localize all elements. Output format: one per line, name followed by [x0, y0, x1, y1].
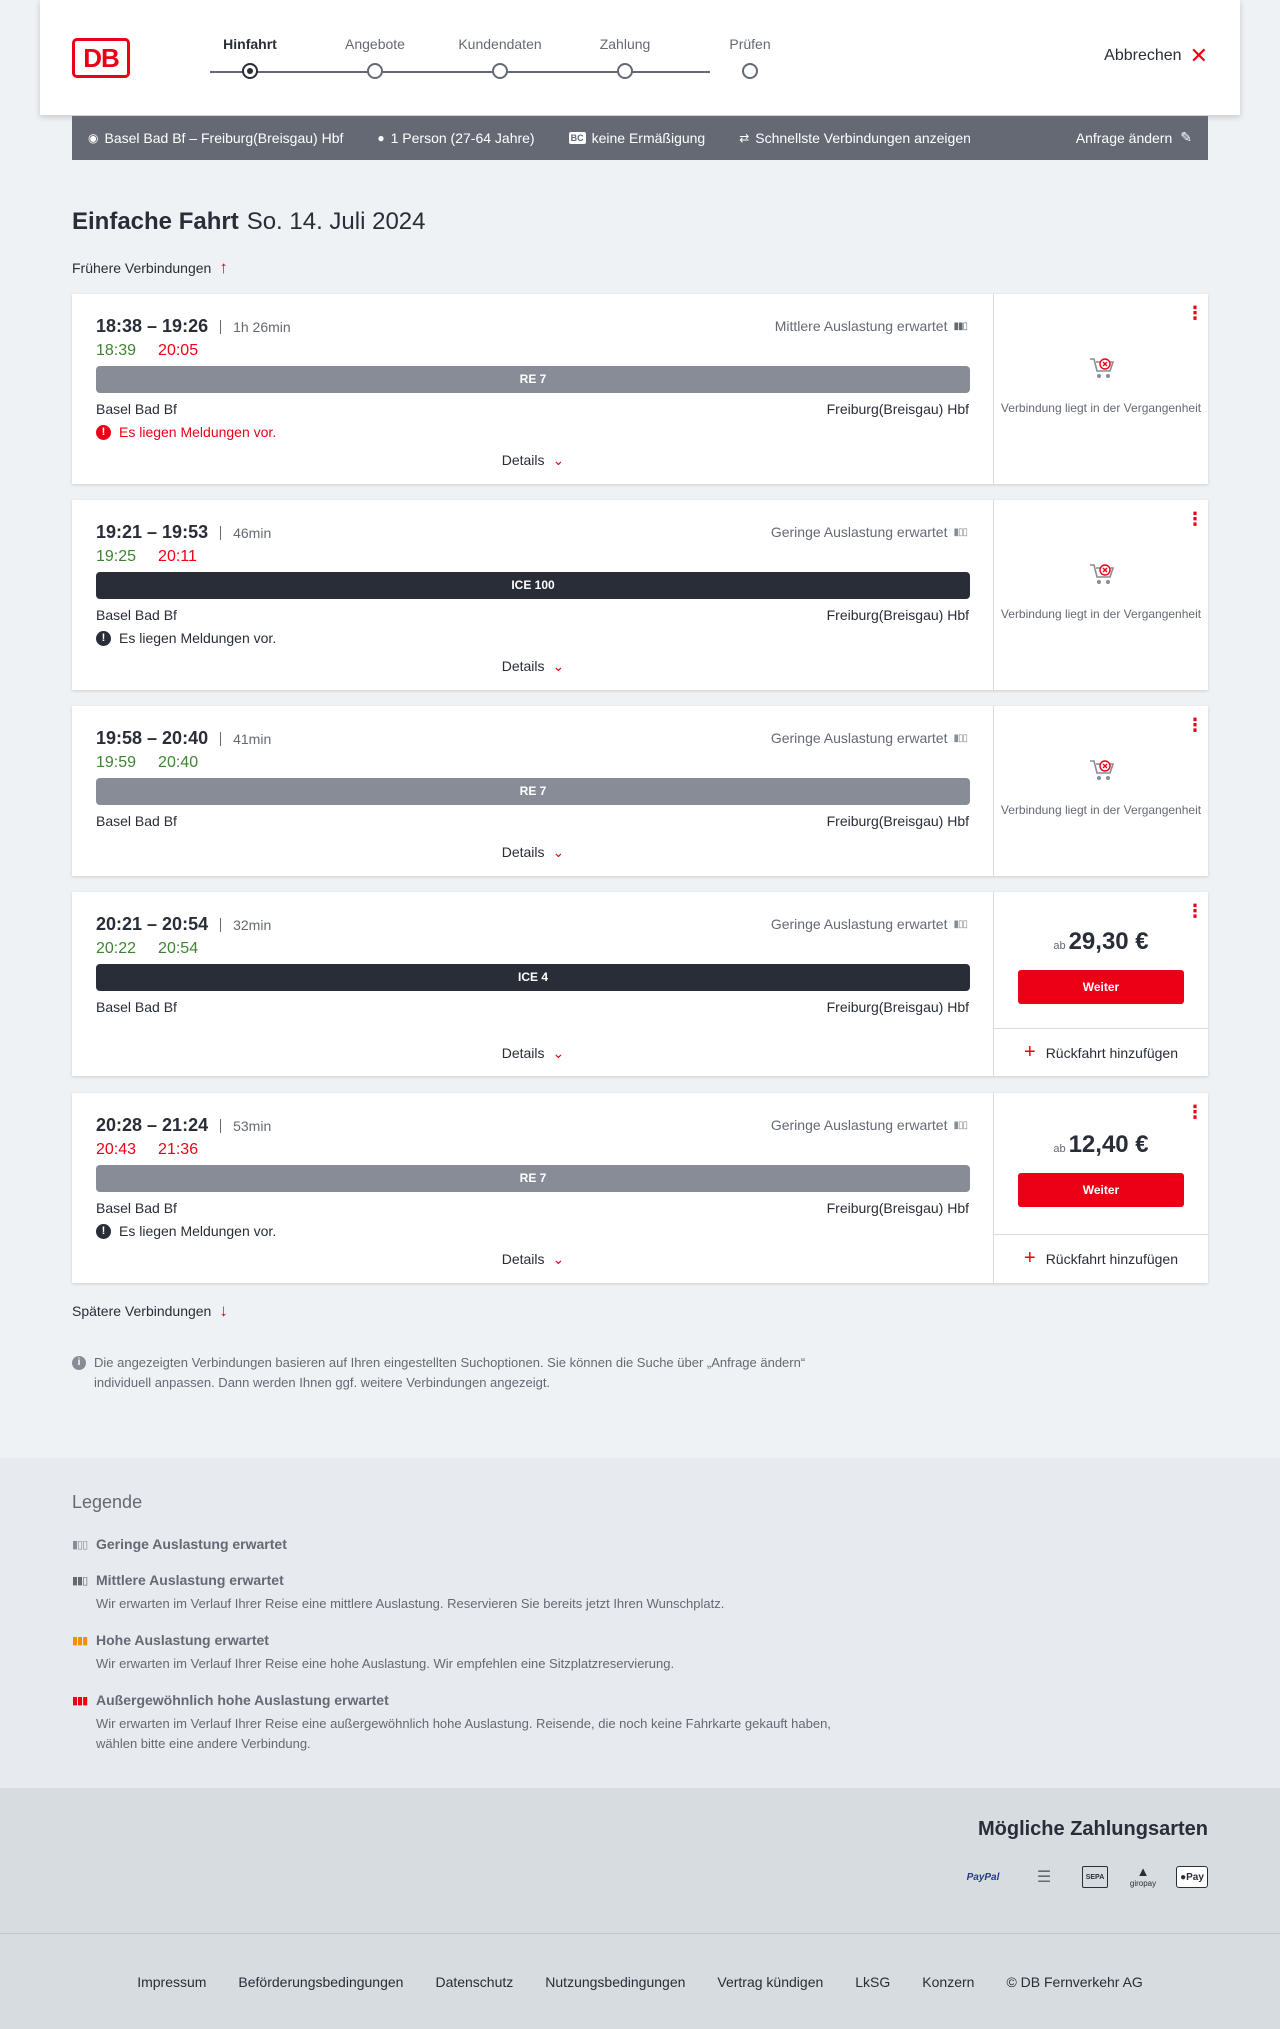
details-toggle[interactable]: [72, 1251, 994, 1268]
route-summary: [88, 130, 343, 146]
cart-unavailable-icon: [1088, 562, 1116, 586]
page-title: [72, 208, 426, 236]
more-options-icon[interactable]: ⋮: [1186, 303, 1204, 323]
applepay-label: Pay: [1186, 1871, 1204, 1883]
realtime-departure: 20:22: [96, 940, 137, 957]
plus-icon: +: [1024, 1247, 1036, 1269]
exceptional-load-icon: ▮▮▮: [72, 1695, 88, 1707]
load-text: Geringe Auslastung erwartet: [770, 524, 948, 540]
fastest-text: Schnellste Verbindungen anzeigen: [755, 130, 971, 146]
cancel-label: Abbrechen: [1104, 47, 1182, 64]
giropay-label: giropay: [1129, 1879, 1157, 1888]
sepa-logo: SEPA: [1082, 1866, 1108, 1888]
legend-item-title: Außergewöhnlich hohe Auslastung erwartet: [96, 1692, 389, 1708]
earlier-label: Frühere Verbindungen: [72, 260, 212, 276]
connection-side: [994, 294, 1208, 484]
paypal-logo: PayPal: [966, 1871, 1000, 1883]
times-text: 19:21 – 19:53: [96, 522, 209, 542]
more-options-icon[interactable]: ⋮: [1186, 1102, 1204, 1122]
legend-item-title: Mittlere Auslastung erwartet: [96, 1572, 284, 1588]
db-logo[interactable]: DB: [72, 38, 130, 78]
arrow-down-icon: ↓: [219, 1301, 228, 1320]
low-load-icon: ▮▯▯: [953, 526, 967, 538]
realtime-departure: 18:39: [96, 342, 137, 359]
duration: 41min: [220, 732, 271, 746]
details-label: Details: [501, 1251, 545, 1267]
origin-station: Basel Bad Bf: [96, 607, 177, 623]
times-text: 18:38 – 19:26: [96, 316, 209, 336]
medium-load-icon: ▮▮▯: [953, 320, 967, 332]
connection-main: [72, 1093, 994, 1283]
connection-side: [994, 892, 1208, 1076]
search-summary-bar: [72, 116, 1208, 160]
legend-item-high: [72, 1632, 872, 1674]
footer-link-befoerderungsbedingungen[interactable]: Beförderungsbedingungen: [238, 1973, 404, 1990]
details-label: Details: [501, 1045, 545, 1061]
discount-text: keine Ermäßigung: [591, 130, 706, 146]
duration: 1h 26min: [220, 320, 291, 334]
realtime: [96, 342, 198, 360]
giropay-mark-icon: ▲: [1136, 1864, 1150, 1879]
destination-station: Freiburg(Breisgau) Hbf: [826, 813, 969, 829]
past-connection-text: Verbindung liegt in der Vergangenheit: [1000, 401, 1202, 415]
realtime: [96, 940, 198, 958]
earlier-connections-link[interactable]: [72, 258, 228, 278]
realtime: [96, 754, 198, 772]
title-date: So. 14. Juli 2024: [246, 208, 426, 235]
legend-section: [0, 1458, 1280, 1788]
continue-button[interactable]: Weiter: [1018, 1173, 1184, 1207]
more-options-icon[interactable]: ⋮: [1186, 901, 1204, 921]
search-info-note: [72, 1353, 852, 1393]
connection-card-1[interactable]: [72, 294, 1208, 484]
times-text: 19:58 – 20:40: [96, 728, 209, 748]
step-label: Prüfen: [729, 36, 771, 52]
connection-side: [994, 706, 1208, 876]
details-toggle[interactable]: [72, 452, 994, 469]
high-load-icon: ▮▮▮: [72, 1635, 88, 1647]
times-text: 20:28 – 21:24: [96, 1115, 209, 1135]
legend-item-title: Geringe Auslastung erwartet: [96, 1536, 287, 1552]
step-dot: [242, 63, 258, 79]
footer-link-vertrag-kuendigen[interactable]: Vertrag kündigen: [717, 1973, 824, 1990]
cart-unavailable-icon: [1088, 758, 1116, 782]
message-notice: [96, 1223, 276, 1239]
legend-item-low: [72, 1536, 872, 1552]
connection-side: [994, 500, 1208, 690]
connection-card-5[interactable]: [72, 1093, 1208, 1283]
step-angebote: [310, 36, 440, 52]
message-notice: [96, 630, 276, 646]
load-text: Geringe Auslastung erwartet: [770, 916, 948, 932]
top-header: [40, 0, 1240, 115]
load-indicator: [771, 730, 967, 746]
times-text: 20:21 – 20:54: [96, 914, 209, 934]
later-connections-link[interactable]: [72, 1301, 228, 1321]
later-label: Spätere Verbindungen: [72, 1303, 212, 1319]
step-dot: [367, 63, 383, 79]
connection-main: [72, 500, 994, 690]
step-label: Zahlung: [599, 36, 651, 52]
fastest-summary: [739, 130, 971, 146]
step-dot: [492, 63, 508, 79]
discount-summary: [569, 130, 706, 146]
low-load-icon: ▮▯▯: [953, 918, 967, 930]
medium-load-icon: ▮▮▯: [72, 1575, 88, 1587]
step-zahlung: [560, 36, 690, 52]
payment-section: [0, 1788, 1280, 1933]
legend-item-text: Wir erwarten im Verlauf Ihrer Reise eine hohe Auslastung. Wir empfehlen eine Sitzplatzreservierung.: [96, 1656, 675, 1671]
close-icon: ✕: [1189, 43, 1208, 68]
realtime-arrival: 20:11: [158, 548, 197, 565]
more-options-icon[interactable]: ⋮: [1186, 509, 1204, 529]
load-indicator: [771, 524, 967, 540]
message-notice: [96, 424, 276, 440]
realtime-arrival: 21:36: [158, 1141, 199, 1158]
train-bar[interactable]: RE 7: [96, 366, 970, 393]
past-connection-text: Verbindung liegt in der Vergangenheit: [1000, 607, 1202, 621]
origin-station: Basel Bad Bf: [96, 401, 177, 417]
past-connection-text: Verbindung liegt in der Vergangenheit: [1000, 803, 1202, 817]
price-value: 12,40 €: [1068, 1131, 1149, 1158]
footer-link-konzern[interactable]: Konzern: [922, 1973, 975, 1990]
message-text: Es liegen Meldungen vor.: [119, 424, 277, 440]
price: [994, 1131, 1208, 1159]
duration: 46min: [220, 526, 271, 540]
footer-link-datenschutz[interactable]: Datenschutz: [435, 1973, 514, 1990]
connection-card-3[interactable]: [72, 706, 1208, 876]
add-return-button[interactable]: [994, 1234, 1208, 1282]
more-options-icon[interactable]: ⋮: [1186, 715, 1204, 735]
load-indicator: [771, 916, 967, 932]
footer: [0, 1933, 1280, 2029]
connection-times: [96, 914, 271, 935]
return-label: Rückfahrt hinzufügen: [1045, 1250, 1178, 1267]
train-bar[interactable]: ICE 100: [96, 572, 970, 599]
realtime-departure: 19:25: [96, 548, 137, 565]
persons-text: 1 Person (27-64 Jahre): [390, 130, 535, 146]
legend-title: Legende: [72, 1492, 143, 1512]
footer-link-nutzungsbedingungen[interactable]: Nutzungsbedingungen: [545, 1973, 686, 1990]
connection-main: [72, 294, 994, 484]
alert-icon: !: [96, 1224, 111, 1239]
chevron-down-icon: ⌄: [552, 1251, 565, 1267]
duration: 53min: [220, 1119, 271, 1133]
low-load-icon: ▮▯▯: [953, 732, 967, 744]
step-dot: [742, 63, 758, 79]
load-text: Geringe Auslastung erwartet: [770, 730, 948, 746]
pencil-icon: ✎: [1180, 129, 1192, 145]
cart-unavailable-icon: [1088, 356, 1116, 380]
return-label: Rückfahrt hinzufügen: [1045, 1044, 1178, 1061]
details-label: Details: [501, 658, 545, 674]
note-text: Die angezeigten Verbindungen basieren auf Ihren eingestellten Suchoptionen. Sie können die Suche über „Anfrage ändern“ individuell anpassen. Dann werden Ihnen ggf. weitere Verbindungen angezeigt.: [94, 1355, 806, 1390]
load-text: Mittlere Auslastung erwartet: [774, 318, 948, 334]
connection-main: [72, 892, 994, 1076]
destination-station: Freiburg(Breisgau) Hbf: [826, 607, 969, 623]
chevron-down-icon: ⌄: [552, 1045, 565, 1061]
info-icon: i: [72, 1356, 86, 1370]
connection-card-2[interactable]: [72, 500, 1208, 690]
step-label: Kundendaten: [458, 36, 542, 52]
realtime-departure: 20:43: [96, 1141, 137, 1158]
alert-icon: !: [96, 425, 111, 440]
continue-button[interactable]: Weiter: [1018, 970, 1184, 1004]
connection-side: [994, 1093, 1208, 1283]
price-prefix: ab: [1053, 940, 1066, 952]
price-value: 29,30 €: [1068, 928, 1149, 955]
footer-link-impressum[interactable]: Impressum: [137, 1973, 207, 1990]
cancel-button[interactable]: [1104, 43, 1208, 68]
connection-main: [72, 706, 994, 876]
add-return-button[interactable]: [994, 1028, 1208, 1076]
connection-times: [96, 728, 271, 749]
details-label: Details: [501, 844, 545, 860]
load-indicator: [771, 1117, 967, 1133]
applepay-logo: [1176, 1866, 1208, 1888]
route-text: Basel Bad Bf – Freiburg(Breisgau) Hbf: [104, 130, 344, 146]
step-hinfahrt: [185, 36, 315, 52]
title-main: Einfache Fahrt: [72, 208, 239, 235]
load-indicator: [775, 318, 967, 334]
connection-times: [96, 316, 291, 337]
persons-summary: [377, 130, 534, 146]
footer-copyright: © DB Fernverkehr AG: [1006, 1973, 1143, 1990]
chevron-down-icon: ⌄: [552, 844, 565, 860]
arrow-up-icon: ↑: [219, 258, 228, 277]
giropay-logo: [1126, 1860, 1160, 1892]
swap-icon: ⇄: [739, 131, 750, 145]
connection-times: [96, 1115, 271, 1136]
price-prefix: ab: [1053, 1143, 1066, 1155]
step-dot: [617, 63, 633, 79]
low-load-icon: ▮▯▯: [72, 1539, 88, 1551]
message-text: Es liegen Meldungen vor.: [119, 1223, 277, 1239]
plus-icon: +: [1024, 1041, 1036, 1063]
step-kundendaten: [435, 36, 565, 52]
low-load-icon: ▮▯▯: [953, 1119, 967, 1131]
price: [994, 928, 1208, 956]
realtime: [96, 548, 197, 566]
payment-title: Mögliche Zahlungsarten: [977, 1818, 1208, 1840]
train-bar[interactable]: RE 7: [96, 778, 970, 805]
origin-station: Basel Bad Bf: [96, 813, 177, 829]
train-bar[interactable]: RE 7: [96, 1165, 970, 1192]
change-request-button[interactable]: [1076, 129, 1192, 146]
duration: 32min: [220, 918, 271, 932]
details-toggle[interactable]: [72, 1045, 994, 1062]
legend-item-exceptional: [72, 1692, 872, 1754]
step-pruefen: [685, 36, 815, 52]
legend-item-text: Wir erwarten im Verlauf Ihrer Reise eine außergewöhnlich hohe Auslastung. Reisende, die noch keine Fahrkarte gekauft haben, wählen bitte eine andere Verbindung.: [96, 1716, 831, 1751]
legend-item-medium: [72, 1572, 872, 1614]
realtime: [96, 1141, 198, 1159]
apple-icon: ●: [1180, 1871, 1187, 1883]
chevron-down-icon: ⌄: [552, 452, 565, 468]
alert-icon: !: [96, 631, 111, 646]
legend-item-text: Wir erwarten im Verlauf Ihrer Reise eine mittlere Auslastung. Reservieren Sie bereits jetzt Ihren Wunschplatz.: [96, 1596, 725, 1611]
step-label: Hinfahrt: [223, 36, 277, 52]
connection-card-4[interactable]: [72, 892, 1208, 1076]
details-toggle[interactable]: [72, 658, 994, 675]
progress-line: [210, 71, 710, 73]
location-pin-icon: ◉: [88, 131, 99, 145]
person-icon: ●: [377, 131, 385, 145]
creditcard-logo: ☰: [1036, 1869, 1052, 1886]
details-toggle[interactable]: [72, 844, 994, 861]
realtime-arrival: 20:40: [158, 754, 199, 771]
origin-station: Basel Bad Bf: [96, 1200, 177, 1216]
footer-link-lksg[interactable]: LkSG: [855, 1973, 891, 1990]
destination-station: Freiburg(Breisgau) Hbf: [826, 401, 969, 417]
origin-station: Basel Bad Bf: [96, 999, 177, 1015]
connection-times: [96, 522, 271, 543]
train-bar[interactable]: ICE 4: [96, 964, 970, 991]
realtime-departure: 19:59: [96, 754, 137, 771]
chevron-down-icon: ⌄: [552, 658, 565, 674]
message-text: Es liegen Meldungen vor.: [119, 630, 277, 646]
destination-station: Freiburg(Breisgau) Hbf: [826, 1200, 969, 1216]
legend-item-title: Hohe Auslastung erwartet: [96, 1632, 269, 1648]
details-label: Details: [501, 452, 545, 468]
load-text: Geringe Auslastung erwartet: [770, 1117, 948, 1133]
bahncard-icon: BC: [570, 133, 584, 143]
realtime-arrival: 20:05: [158, 342, 199, 359]
destination-station: Freiburg(Breisgau) Hbf: [826, 999, 969, 1015]
step-label: Angebote: [345, 36, 405, 52]
change-label: Anfrage ändern: [1075, 129, 1173, 146]
realtime-arrival: 20:54: [158, 940, 199, 957]
